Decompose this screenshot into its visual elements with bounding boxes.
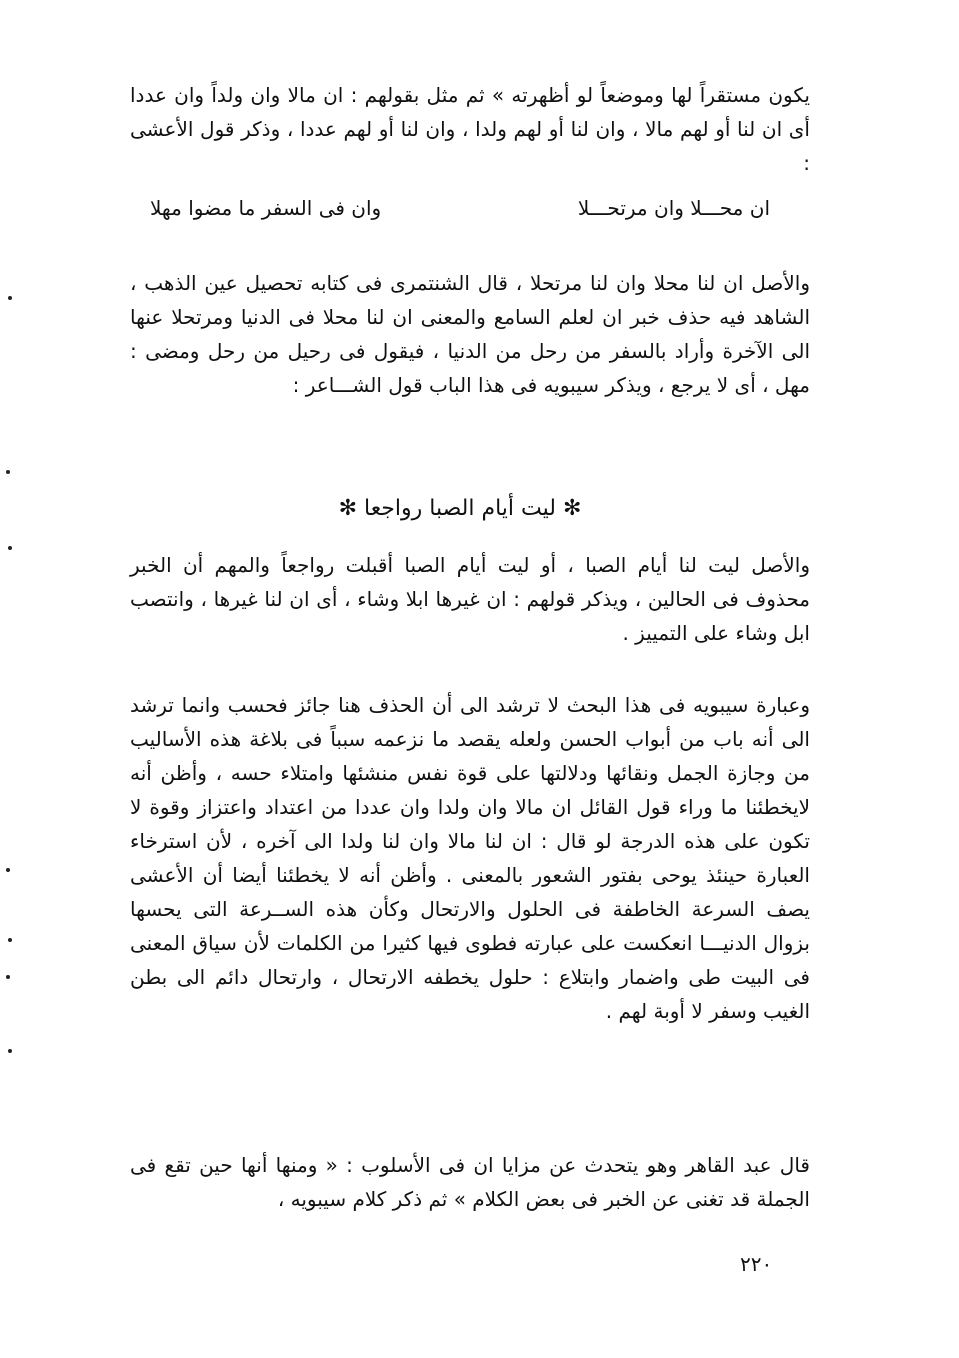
scan-speck xyxy=(6,470,10,474)
paragraph-5: قال عبد القاهر وهو يتحدث عن مزايا ان فى الأسلوب : « ومنها أنها حين تقع فى الجملة قد تغنى عن الخبر فى بعض الكلام » ثم ذكر كلام سيبويه ، xyxy=(130,1153,810,1211)
paragraph-1: يكون مستقراً لها وموضعاً لو أظهرته » ثم مثل بقولهم : ان مالا وان ولداً وان عددا أى ان لنا أو لهم مالا ، وان لنا أو لهم ولدا ، وان لنا أو لهم عددا ، وذكر قول الأعشى : xyxy=(130,83,810,175)
scan-speck xyxy=(8,938,12,942)
scan-speck xyxy=(8,1049,12,1053)
paragraph-3: والأصل ليت لنا أيام الصبا ، أو ليت أيام الصبا أقبلت رواجعاً والمهم أن الخبر محذوف فى الحالين ، ويذكر قولهم : ان غيرها ابلا وشاء ، أى ان لنا غيرها ، وانتصب ابل وشاء على التمييز . xyxy=(130,553,810,645)
page-number: ٢٢٠ xyxy=(740,1252,773,1276)
scan-speck xyxy=(6,868,10,872)
quoted-verse: ✻ ليت أيام الصبا رواجعا ✻ xyxy=(338,496,582,521)
paragraph-2: والأصل ان لنا محلا وان لنا مرتحلا ، قال الشنتمرى فى كتابه تحصيل عين الذهب ، الشاهد فيه حذف خبر ان لعلم السامع والمعنى ان لنا محلا فى الدنيا ومرتحلا عنها الى الآخرة وأراد بالسفر من رحل من الدنيا ، فيقول فى رحيل من رحل ومضى : مهل ، أى لا يرجع ، ويذكر سيبويه فى هذا الباب قول الشـــاعر : xyxy=(130,271,810,397)
verse-second-hemistich: وان فى السفر ما مضوا مهلا xyxy=(150,196,382,220)
scan-speck xyxy=(8,546,12,550)
paragraph-4: وعبارة سيبويه فى هذا البحث لا ترشد الى أن الحذف هنا جائز فحسب وانما ترشد الى أنه باب من أبواب الحسن ولعله يقصد ما نزعمه سبباً فى بلاغة هذه الأساليب من وجازة الجمل ونقائها ودلالتها على قوة نفس منشئها وامتلاء حسه ، وأظن أنه لايخطئنا ما وراء قول القائل ان مالا وان ولدا وان عددا من اعتداد واعتزاز وقوة لا تكون على هذه الدرجة لو قال : ان لنا مالا وان لنا ولدا الى آخره ، لأن استرخاء العبارة حينئذ يوحى بفتور الشعور بالمعنى . وأظن أنه لا يخطئنا أيضا أن الأعشى يصف السرعة الخاطفة فى الحلول والارتحال وكأن هذه الســرعة التى يحسها بزوال الدنيـــا انعكست على عبارته فطوى فيها كثيرا من الكلمات لأن سياق المعنى فى البيت طى واضمار وابتلاع : حلول يخطفه الارتحال ، وارتحال دائم الى بطن الغيب وسفر لا أوبة لهم . xyxy=(130,693,810,1023)
verse-line xyxy=(150,196,770,220)
verse-first-hemistich: ان محـــلا وان مرتحـــلا xyxy=(577,196,770,220)
scan-speck xyxy=(8,296,12,300)
scan-speck xyxy=(6,975,10,979)
